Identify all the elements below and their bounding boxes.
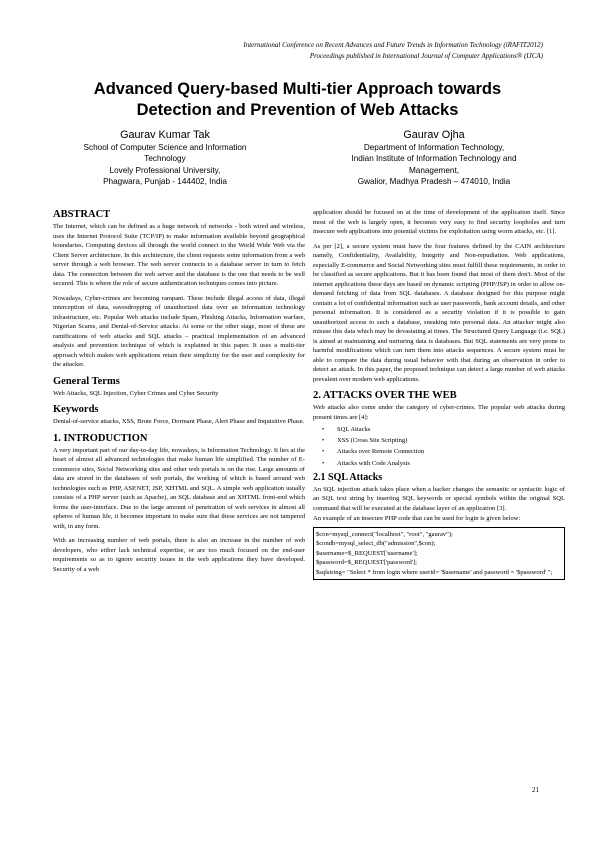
proceedings-line: Proceedings published in International Journal of Computer Applications® (IJCA)	[309, 51, 543, 60]
sql-attacks-paragraph: An example of an insecure PHP code that can be used for login is given below:	[313, 515, 521, 523]
introduction-heading: 1. INTRODUCTION	[53, 432, 148, 444]
attack-list	[313, 424, 565, 469]
conference-header	[243, 40, 543, 61]
title-line-1: Advanced Query-based Multi-tier Approach towards	[93, 80, 502, 98]
sql-attacks-heading: 2.1 SQL Attacks	[313, 471, 383, 483]
author-name: Gaurav Ojha	[403, 129, 465, 141]
author-affiliation: Gwalior, Madhya Pradesh – 474010, India	[357, 177, 511, 187]
author-affiliation: School of Computer Science and Information	[83, 143, 247, 152]
keywords-text: Denial-of-service attacks, XSS, Brute Force, Dormant Phase, Alert Phase and Inquisitive Phase.	[53, 418, 305, 425]
attacks-paragraph: Web attacks also come under the category of cyber-crimes. The popular web attacks during present times are [4]:	[313, 404, 565, 421]
introduction-paragraph: With an increasing number of web portals, there is also an increase in the number of web developers, who either lack technical expertise, or are too much focused on the end-user requirements so as to ignore security issues in the web applications they have developed. Security of a web	[53, 537, 305, 573]
introduction-paragraph: As per [2], a secure system must have the four features defined by the CAIN architecture namely, Confidentiality, Availability, Integrity and Non-repudiation. Web applications, especially E-commerce and Social Networking sites must fulfill these requirements, in order to be classified as secure applications. But it has been found that most of them don't. Most of the internet applications these days are based on dynamic scripting (PHP/JSP) in order to allow on-demand fetching of data from SQL databases. A database designed for this purpose might contain a lot of confidential information such as user passwords, bank account details, and other personal information. It is considered as a security violation if it is possible to gain unauthorized access to such a database, sneaking into personal data. An attacker might also misuse this data which may be devastating at times. The Structured Query Language (i.e. SQL) is aimed at maintaining and nurturing data is databases. But SQL statements are very prone to harmful modifications which can turn them into attacks sequences. A secure system must be able to compare the data during usual behavior with that during an observation in order to detect an attack. In this paper, the proposed technique can detect a large number of web attacks prevalent over modern web applications.	[313, 242, 565, 383]
general-terms-text: Web Attacks, SQL Injection, Cyber Crimes and Cyber Security	[53, 389, 219, 397]
author-block-1	[58, 128, 272, 188]
title-line-2: Detection and Prevention of Web Attacks	[136, 101, 459, 119]
abstract-paragraph: Nowadays, Cyber-crimes are becoming rampant. These include illegal access of data, illegal interception of data, eavesdropping of unauthorized data over an information technology infrastructure, etc. Popular Web attacks include Spam, Phishing Attacks, Information warfare, Nigerian Scams, and Denial-of-Service attacks. At some or the other stage, most of these are ramifications of web attacks and SQL attacks – practical implementation of an advanced analysis and prevention technique of which is explained in this paper. It uses a multi-tier approach which makes web applications retain their simplicity for the user and complexity for the attacker.	[53, 294, 305, 368]
author-affiliation: Department of Information Technology,	[363, 143, 505, 152]
keywords-heading: Keywords	[53, 404, 99, 415]
author-affiliation: Lovely Professional University,	[109, 165, 221, 175]
list-item: • Attacks over Remote Connection	[313, 446, 565, 457]
page-number: 21	[532, 786, 539, 794]
author-name: Gaurav Kumar Tak	[120, 129, 210, 141]
list-item: • Attacks with Code Analysis	[313, 458, 565, 469]
author-affiliation: Management,	[408, 165, 460, 175]
conference-line: International Conference on Recent Advances and Future Trends in Information Technology (iRAFIT2012)	[243, 41, 543, 49]
general-terms-heading: General Terms	[53, 375, 120, 387]
php-code-box: $con=mysql_connect("localhost", "root", "gaurav"); $condb=mysql_select_db("admission",$con); $username=$_REQUEST['username']; $password=$_REQUEST['password']; $sqlstring= "Select * from login where userid= '$username' and password = '$password' ";	[313, 527, 565, 581]
author-block-2	[318, 128, 550, 188]
attacks-heading: 2. ATTACKS OVER THE WEB	[313, 390, 457, 401]
author-affiliation: Phagwara, Punjab - 144402, India	[103, 177, 227, 187]
paper-title	[40, 79, 555, 121]
abstract-heading: ABSTRACT	[53, 209, 111, 220]
introduction-paragraph: A very important part of our day-to-day life, nowadays, is Information Technology. It lies at the heart of almost all advanced technologies that make human life simplified. The number of E-commerce sites, Social Networking sites and other web portals is on the rise. Large amounts of data are stored in the databases of web portals, the working of which is based around web technologies such as PHP, ASP.NET, JSP, XHTML and SQL. A simple web application usually consists of a PHP server (such as Apache), an SQL database and an XHTML front-end which forms the user-interface. Due to the large amount of penetration of web services in almost all spheres of human life, it becomes important to make sure that these services are not tampered with, in any form.	[53, 446, 305, 530]
left-column	[53, 208, 305, 579]
author-affiliation: Technology	[144, 154, 186, 164]
right-column	[313, 208, 565, 580]
abstract-paragraph: The Internet, which can be defined as a huge network of networks - both wired and wireless, uses the Internet Protocol Suite (TCP/IP) to make information available beyond geographical boundaries. Computing devices all through the world connect to the World Wide Web via the Client Server architecture. In this architecture, the client requests some information from a web server through a web browser. The web server connects to a database server in turn to fetch data. The connection between the web server and the database is the one that needs to be well secured. This is where the role of secure authentication techniques comes into picture.	[53, 223, 305, 287]
author-affiliation: Indian Institute of Information Technology and	[351, 154, 517, 164]
list-item: • XSS (Cross Site Scripting)	[313, 435, 565, 446]
list-item: • SQL Attacks	[313, 424, 565, 435]
sql-attacks-paragraph: An SQL injection attack takes place when a hacker changes the semantic or syntactic logic of an SQL text string by inserting SQL keywords or special symbols within the original SQL command that will be executed at the database layer of an application [3].	[313, 485, 565, 512]
introduction-continuation: application should be focused on at the time of development of the application itself. Since most of the web is largely open, it becomes very easy to find security loopholes and turn insecure web applications into potential victims for exploitation using worm attacks, etc. [1].	[313, 209, 565, 235]
